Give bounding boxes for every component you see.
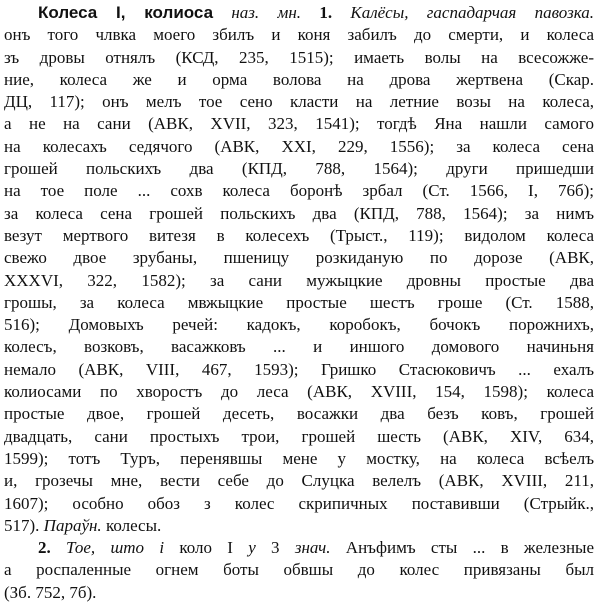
entry-line [4, 203, 594, 225]
text-segment: колесъ, возковъ, васажковъ ... и иншого домового начиньня [4, 337, 594, 357]
text-segment: 1607); особно обоз з колес скрипичных поставивши (Стрыйк., [4, 493, 594, 513]
text-segment: зъ дровы отнялъ (КСД, 235, 1515); имаеть волы на всесожже- [4, 47, 594, 67]
entry-line [4, 225, 594, 247]
entry-line [4, 403, 594, 425]
entry-line [4, 448, 594, 470]
text-segment: ние, колеса же и орма волова на дрова жертвена (Скар. [4, 69, 594, 89]
text-segment: простые двое, грошей десеть, восажки два безъ ковъ, грошей [4, 404, 594, 424]
entry-line [4, 247, 594, 269]
headword: Колеса І, колиоса [38, 3, 214, 22]
entry-line [4, 582, 594, 604]
text-segment: колиосами по хворостъ до леса (АВК, XVIII, 154, 1598); колеса [4, 382, 594, 402]
text-segment: а не на сани (АВК, XVII, 323, 1541); тогдѣ Яна нашли самого [4, 114, 594, 134]
entry-line [4, 470, 594, 492]
entry-line [4, 270, 594, 292]
entry-line [4, 559, 594, 581]
text-segment: двадцать, сани простыхъ трои, грошей шесть (АВК, XIV, 634, [4, 426, 594, 446]
entry-line [4, 314, 594, 336]
text-segment: за колеса сена грошей польскихъ два (КПД, 788, 1564); за нимъ [4, 203, 594, 223]
text-segment [301, 3, 319, 22]
entry-line [4, 24, 594, 46]
text-segment: (Зб. 752, 7б). [4, 582, 97, 602]
entry-line [4, 136, 594, 158]
entry-line [4, 493, 594, 515]
entry-line [4, 113, 594, 135]
text-segment: грошей польскихъ два (КПД, 788, 1564); други пришедши [4, 159, 594, 179]
italic-gloss: Тое, што і [66, 538, 165, 558]
text-segment: колесы. [101, 515, 162, 535]
text-segment: на колесахъ седячого (АВК, XXI, 229, 1556); за колеса сена [4, 136, 594, 156]
text-segment: онъ того члвка моего збилъ и коня забилъ до смерти, и колеса [4, 25, 594, 45]
entry-line [4, 336, 594, 358]
entry-line [4, 47, 594, 69]
text-segment: грошы, за колеса мвжыцкие простые шестъ гроше (Ст. 1588, [4, 292, 594, 312]
entry-line [4, 359, 594, 381]
text-segment: а роспаленные огнем боты обвшы до колес привязаны был [4, 560, 594, 580]
text-segment: 1599); тотъ Туръ, перенявшы мене у мостку, на колеса всѣелъ [4, 448, 594, 468]
text-segment: свежо двое зрубаны, пшеницу розкиданую по дорозе (АВК, [4, 248, 594, 268]
text-segment: 516); Домовыхъ речей: кадокъ, коробокъ, бочокъ порожнихъ, [4, 315, 594, 335]
entry-line [4, 158, 594, 180]
text-segment [213, 3, 231, 22]
text-segment: коло І [164, 538, 249, 558]
sense-number: 2. [38, 538, 51, 558]
text-segment: ДЦ, 117); онъ мелъ тое сено класти на летние возы на колеса, [4, 92, 594, 112]
entry-line [4, 515, 594, 537]
text-segment: Анъфимъ сты ... в железные [330, 538, 594, 558]
text-segment: и, грозечы мне, вести себе до Слуцка велелъ (АВК, XVIII, 211, [4, 471, 594, 491]
text-segment: 517). [4, 515, 44, 535]
text-segment [51, 538, 66, 557]
text-segment: на тое поле ... сохв колеса боронѣ зрбал (Ст. 1566, І, 76б); [4, 181, 594, 201]
text-segment: везут мертвого витезя в колесехъ (Трыст., 119); видолом колеса [4, 225, 594, 245]
italic-gloss: наз. мн. [231, 3, 302, 22]
entry-line [4, 537, 594, 559]
entry-line [4, 292, 594, 314]
sense-number: 1. [319, 3, 333, 22]
text-segment: немало (АВК, VIII, 467, 1593); Гришко Стасюковичъ ... ехалъ [4, 359, 594, 379]
italic-gloss: Параўн. [43, 515, 102, 535]
text-segment: XXXVI, 322, 1582); за сани мужыцкие дровны простые два [4, 270, 594, 290]
italic-gloss: знач. [294, 538, 331, 558]
text-segment [332, 3, 350, 22]
text-segment: 3 [255, 538, 295, 558]
entry-line [4, 91, 594, 113]
entry-line [4, 381, 594, 403]
entry-line [4, 426, 594, 448]
italic-gloss: у [248, 538, 256, 558]
entry-line [4, 69, 594, 91]
entry-line [4, 2, 594, 24]
entry-line [4, 180, 594, 202]
italic-gloss: Калёсы, гаспадарчая павозка. [350, 3, 594, 22]
